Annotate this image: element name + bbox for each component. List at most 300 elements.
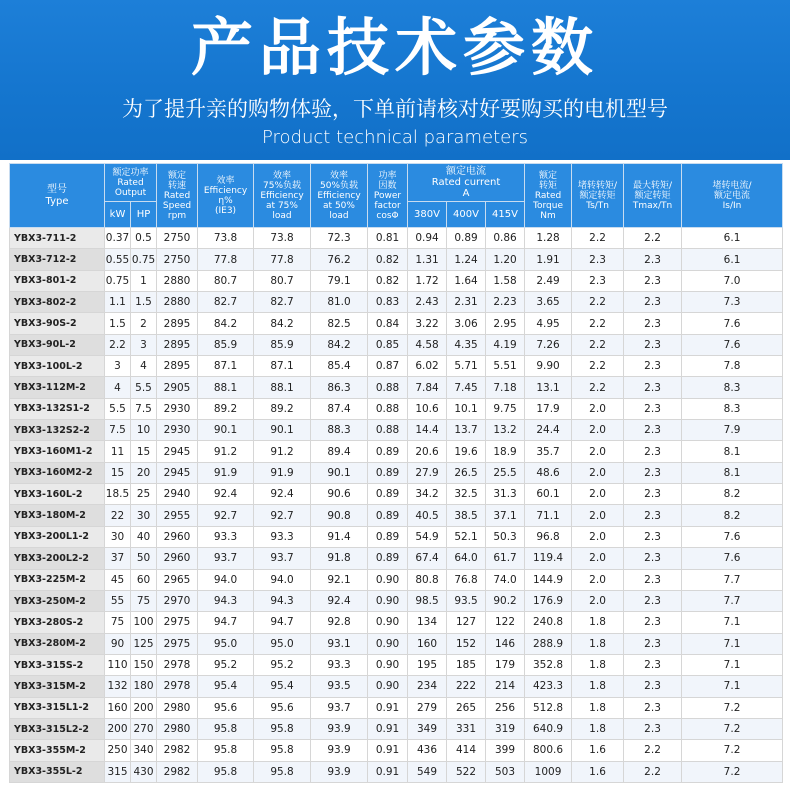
table-row	[10, 548, 783, 569]
table-cell: 93.5	[311, 676, 368, 697]
col-header-415v: 415V	[486, 202, 525, 228]
table-cell: 22	[105, 505, 131, 526]
table-cell: 0.83	[368, 292, 408, 313]
table-cell: 2.3	[624, 654, 682, 675]
table-cell: 2.0	[572, 548, 624, 569]
table-cell: 2.3	[624, 249, 682, 270]
table-cell: 95.8	[198, 761, 254, 782]
table-cell: 87.1	[254, 356, 311, 377]
table-cell: 2750	[157, 249, 198, 270]
model-cell: YBX3-315L2-2	[10, 718, 105, 739]
table-cell: 436	[408, 740, 447, 761]
table-row	[10, 526, 783, 547]
table-cell: 77.8	[254, 249, 311, 270]
table-cell: 2.3	[624, 548, 682, 569]
table-cell: 0.85	[368, 334, 408, 355]
table-cell: 2.0	[572, 441, 624, 462]
table-cell: 91.9	[254, 462, 311, 483]
table-cell: 91.8	[311, 548, 368, 569]
table-cell: 0.91	[368, 697, 408, 718]
table-cell: 7.0	[682, 270, 783, 291]
table-cell: 1.8	[572, 676, 624, 697]
model-cell: YBX3-160M2-2	[10, 462, 105, 483]
table-cell: 92.4	[198, 484, 254, 505]
table-cell: 146	[486, 633, 525, 654]
table-cell: 2982	[157, 761, 198, 782]
table-cell: 75	[105, 612, 131, 633]
table-cell: 288.9	[525, 633, 572, 654]
table-cell: 90.6	[311, 484, 368, 505]
table-cell: 414	[447, 740, 486, 761]
table-cell: 93.7	[254, 548, 311, 569]
table-cell: 2.49	[525, 270, 572, 291]
table-cell: 0.90	[368, 676, 408, 697]
table-cell: 160	[408, 633, 447, 654]
table-cell: 92.4	[254, 484, 311, 505]
table-cell: 5.5	[131, 377, 157, 398]
table-cell: 80.8	[408, 569, 447, 590]
table-cell: 240.8	[525, 612, 572, 633]
col-header-efficiency: 效率 Efficiency η% (IE3)	[198, 164, 254, 228]
table-cell: 2960	[157, 526, 198, 547]
table-cell: 0.89	[368, 484, 408, 505]
table-cell: 4.95	[525, 313, 572, 334]
table-cell: 17.9	[525, 398, 572, 419]
table-cell: 234	[408, 676, 447, 697]
table-cell: 45	[105, 569, 131, 590]
model-cell: YBX3-90S-2	[10, 313, 105, 334]
table-cell: 7.7	[682, 569, 783, 590]
table-cell: 90.1	[198, 420, 254, 441]
table-cell: 2.2	[624, 228, 682, 249]
table-cell: 2955	[157, 505, 198, 526]
table-cell: 93.9	[311, 761, 368, 782]
spec-table	[9, 163, 783, 783]
table-cell: 40.5	[408, 505, 447, 526]
table-cell: 8.1	[682, 441, 783, 462]
table-cell: 3.22	[408, 313, 447, 334]
table-row	[10, 697, 783, 718]
table-cell: 503	[486, 761, 525, 782]
table-cell: 1.72	[408, 270, 447, 291]
table-cell: 18.9	[486, 441, 525, 462]
table-cell: 2980	[157, 718, 198, 739]
table-cell: 1.1	[105, 292, 131, 313]
table-cell: 93.7	[311, 697, 368, 718]
english-title: Product technical parameters	[262, 127, 528, 148]
col-header-efficiency-50: 效率 50%负载 Efficiency at 50% load	[311, 164, 368, 228]
table-cell: 2975	[157, 633, 198, 654]
table-cell: 423.3	[525, 676, 572, 697]
table-cell: 2978	[157, 676, 198, 697]
table-cell: 0.91	[368, 761, 408, 782]
table-cell: 80.7	[198, 270, 254, 291]
table-cell: 2940	[157, 484, 198, 505]
table-cell: 6.1	[682, 228, 783, 249]
table-cell: 2.2	[572, 292, 624, 313]
table-cell: 60	[131, 569, 157, 590]
table-cell: 95.8	[254, 761, 311, 782]
table-cell: 93.9	[311, 740, 368, 761]
model-cell: YBX3-280S-2	[10, 612, 105, 633]
table-cell: 340	[131, 740, 157, 761]
table-cell: 4	[105, 377, 131, 398]
table-cell: 92.1	[311, 569, 368, 590]
table-cell: 214	[486, 676, 525, 697]
table-cell: 0.82	[368, 249, 408, 270]
table-cell: 0.90	[368, 612, 408, 633]
table-cell: 110	[105, 654, 131, 675]
table-cell: 55	[105, 590, 131, 611]
table-cell: 315	[105, 761, 131, 782]
table-cell: 7.2	[682, 740, 783, 761]
table-cell: 91.2	[254, 441, 311, 462]
table-cell: 7.8	[682, 356, 783, 377]
table-cell: 160	[105, 697, 131, 718]
table-cell: 93.7	[198, 548, 254, 569]
table-cell: 180	[131, 676, 157, 697]
table-cell: 91.4	[311, 526, 368, 547]
table-cell: 4.19	[486, 334, 525, 355]
table-cell: 2.0	[572, 505, 624, 526]
table-cell: 95.8	[254, 740, 311, 761]
table-cell: 2.2	[572, 228, 624, 249]
table-cell: 522	[447, 761, 486, 782]
table-cell: 7.1	[682, 633, 783, 654]
table-cell: 200	[131, 697, 157, 718]
table-cell: 319	[486, 718, 525, 739]
table-cell: 90.1	[254, 420, 311, 441]
table-row	[10, 420, 783, 441]
model-cell: YBX3-250M-2	[10, 590, 105, 611]
table-cell: 82.5	[311, 313, 368, 334]
table-cell: 95.6	[254, 697, 311, 718]
col-header-efficiency-75: 效率 75%负载 Efficiency at 75% load	[254, 164, 311, 228]
table-cell: 6.1	[682, 249, 783, 270]
table-cell: 88.1	[254, 377, 311, 398]
model-cell: YBX3-180M-2	[10, 505, 105, 526]
table-cell: 0.89	[368, 441, 408, 462]
table-cell: 80.7	[254, 270, 311, 291]
table-cell: 0.94	[408, 228, 447, 249]
col-header-380v: 380V	[408, 202, 447, 228]
table-cell: 84.2	[198, 313, 254, 334]
table-cell: 122	[486, 612, 525, 633]
table-cell: 2905	[157, 377, 198, 398]
model-cell: YBX3-100L-2	[10, 356, 105, 377]
table-cell: 0.55	[105, 249, 131, 270]
table-cell: 93.3	[254, 526, 311, 547]
table-cell: 1.64	[447, 270, 486, 291]
table-cell: 89.4	[311, 441, 368, 462]
table-cell: 95.0	[198, 633, 254, 654]
col-header-power-factor: 功率 因数 Power factor cosΦ	[368, 164, 408, 228]
table-cell: 0.90	[368, 633, 408, 654]
table-cell: 92.8	[311, 612, 368, 633]
table-cell: 134	[408, 612, 447, 633]
table-cell: 91.9	[198, 462, 254, 483]
table-cell: 1.5	[131, 292, 157, 313]
table-cell: 2.43	[408, 292, 447, 313]
table-cell: 90.8	[311, 505, 368, 526]
table-cell: 72.3	[311, 228, 368, 249]
model-cell: YBX3-315L1-2	[10, 697, 105, 718]
table-cell: 144.9	[525, 569, 572, 590]
table-cell: 87.4	[311, 398, 368, 419]
table-cell: 0.89	[368, 505, 408, 526]
table-cell: 2.0	[572, 462, 624, 483]
table-cell: 2880	[157, 270, 198, 291]
table-cell: 119.4	[525, 548, 572, 569]
table-cell: 27.9	[408, 462, 447, 483]
table-cell: 15	[131, 441, 157, 462]
model-cell: YBX3-315S-2	[10, 654, 105, 675]
table-cell: 2945	[157, 441, 198, 462]
table-cell: 0.88	[368, 398, 408, 419]
table-cell: 2.3	[624, 612, 682, 633]
table-row	[10, 676, 783, 697]
table-cell: 25	[131, 484, 157, 505]
table-row	[10, 718, 783, 739]
table-cell: 94.7	[198, 612, 254, 633]
table-cell: 95.4	[254, 676, 311, 697]
table-cell: 40	[131, 526, 157, 547]
table-cell: 30	[105, 526, 131, 547]
table-row	[10, 569, 783, 590]
table-cell: 95.4	[198, 676, 254, 697]
model-cell: YBX3-160L-2	[10, 484, 105, 505]
table-cell: 2970	[157, 590, 198, 611]
table-cell: 95.2	[198, 654, 254, 675]
table-cell: 30	[131, 505, 157, 526]
table-row	[10, 356, 783, 377]
table-cell: 2.3	[624, 377, 682, 398]
table-cell: 222	[447, 676, 486, 697]
table-cell: 7.84	[408, 377, 447, 398]
table-cell: 13.7	[447, 420, 486, 441]
table-cell: 35.7	[525, 441, 572, 462]
table-cell: 2895	[157, 356, 198, 377]
table-cell: 179	[486, 654, 525, 675]
table-cell: 84.2	[254, 313, 311, 334]
model-cell: YBX3-132S2-2	[10, 420, 105, 441]
table-cell: 8.3	[682, 398, 783, 419]
table-cell: 95.8	[254, 718, 311, 739]
table-cell: 9.75	[486, 398, 525, 419]
table-cell: 34.2	[408, 484, 447, 505]
table-cell: 2.2	[624, 761, 682, 782]
table-cell: 0.5	[131, 228, 157, 249]
table-cell: 73.8	[198, 228, 254, 249]
page-subtitle: 为了提升亲的购物体验，下单前请核对好要购买的电机型号	[122, 97, 668, 121]
table-cell: 20.6	[408, 441, 447, 462]
table-cell: 10	[131, 420, 157, 441]
table-cell: 0.86	[486, 228, 525, 249]
table-cell: 6.02	[408, 356, 447, 377]
table-cell: 2.3	[624, 441, 682, 462]
table-cell: 2.3	[624, 590, 682, 611]
table-cell: 73.8	[254, 228, 311, 249]
table-cell: 87.1	[198, 356, 254, 377]
table-cell: 3	[131, 334, 157, 355]
spec-table-body	[10, 228, 783, 783]
table-cell: 61.7	[486, 548, 525, 569]
table-cell: 352.8	[525, 654, 572, 675]
table-cell: 1.8	[572, 697, 624, 718]
model-cell: YBX3-801-2	[10, 270, 105, 291]
table-cell: 2.0	[572, 420, 624, 441]
table-cell: 2750	[157, 228, 198, 249]
table-cell: 38.5	[447, 505, 486, 526]
table-row	[10, 761, 783, 782]
table-cell: 256	[486, 697, 525, 718]
table-cell: 2.0	[572, 569, 624, 590]
table-cell: 7.1	[682, 676, 783, 697]
table-cell: 270	[131, 718, 157, 739]
table-cell: 94.3	[254, 590, 311, 611]
table-cell: 8.1	[682, 462, 783, 483]
table-cell: 89.2	[254, 398, 311, 419]
table-cell: 93.9	[311, 718, 368, 739]
table-cell: 2982	[157, 740, 198, 761]
table-cell: 2.3	[624, 398, 682, 419]
table-cell: 24.4	[525, 420, 572, 441]
table-cell: 54.9	[408, 526, 447, 547]
table-cell: 0.91	[368, 740, 408, 761]
model-cell: YBX3-200L1-2	[10, 526, 105, 547]
table-cell: 60.1	[525, 484, 572, 505]
table-cell: 5.71	[447, 356, 486, 377]
table-cell: 7.18	[486, 377, 525, 398]
table-cell: 1.91	[525, 249, 572, 270]
table-cell: 1.24	[447, 249, 486, 270]
table-cell: 74.0	[486, 569, 525, 590]
table-cell: 152	[447, 633, 486, 654]
table-cell: 76.2	[311, 249, 368, 270]
table-cell: 2.3	[624, 484, 682, 505]
table-cell: 7.6	[682, 313, 783, 334]
table-cell: 2.3	[624, 505, 682, 526]
table-cell: 7.2	[682, 697, 783, 718]
table-cell: 2.3	[624, 313, 682, 334]
table-cell: 2.2	[624, 740, 682, 761]
table-row	[10, 249, 783, 270]
table-cell: 0.90	[368, 654, 408, 675]
table-cell: 95.8	[198, 740, 254, 761]
table-row	[10, 740, 783, 761]
table-cell: 2.3	[624, 420, 682, 441]
table-cell: 185	[447, 654, 486, 675]
table-cell: 50	[131, 548, 157, 569]
table-cell: 0.90	[368, 590, 408, 611]
table-cell: 2945	[157, 462, 198, 483]
table-cell: 176.9	[525, 590, 572, 611]
table-cell: 2.3	[624, 292, 682, 313]
col-header-current: 额定电流 Rated current A	[408, 164, 525, 202]
table-cell: 1.8	[572, 612, 624, 633]
table-row	[10, 441, 783, 462]
table-cell: 67.4	[408, 548, 447, 569]
model-cell: YBX3-315M-2	[10, 676, 105, 697]
table-cell: 9.90	[525, 356, 572, 377]
spec-table-container	[9, 163, 782, 783]
table-cell: 127	[447, 612, 486, 633]
col-header-power: 额定功率 Rated Output	[105, 164, 157, 202]
table-cell: 150	[131, 654, 157, 675]
table-cell: 2895	[157, 313, 198, 334]
table-cell: 85.4	[311, 356, 368, 377]
model-cell: YBX3-200L2-2	[10, 548, 105, 569]
table-cell: 640.9	[525, 718, 572, 739]
table-row	[10, 377, 783, 398]
table-cell: 93.5	[447, 590, 486, 611]
table-cell: 7.5	[131, 398, 157, 419]
table-cell: 2.3	[624, 526, 682, 547]
header-banner	[0, 0, 790, 160]
table-cell: 2.23	[486, 292, 525, 313]
table-row	[10, 313, 783, 334]
model-cell: YBX3-112M-2	[10, 377, 105, 398]
table-cell: 77.8	[198, 249, 254, 270]
table-cell: 84.2	[311, 334, 368, 355]
table-cell: 88.1	[198, 377, 254, 398]
table-cell: 88.3	[311, 420, 368, 441]
table-cell: 2.2	[572, 334, 624, 355]
table-cell: 2.0	[572, 398, 624, 419]
table-cell: 19.6	[447, 441, 486, 462]
table-cell: 2880	[157, 292, 198, 313]
table-cell: 2.3	[572, 249, 624, 270]
table-cell: 10.1	[447, 398, 486, 419]
table-cell: 2.3	[624, 334, 682, 355]
table-cell: 96.8	[525, 526, 572, 547]
table-cell: 20	[131, 462, 157, 483]
table-cell: 4.58	[408, 334, 447, 355]
table-cell: 7.2	[682, 761, 783, 782]
table-cell: 50.3	[486, 526, 525, 547]
table-cell: 549	[408, 761, 447, 782]
table-cell: 2.3	[624, 718, 682, 739]
table-cell: 64.0	[447, 548, 486, 569]
col-header-model: 型号 Type	[10, 164, 105, 228]
table-cell: 13.1	[525, 377, 572, 398]
table-cell: 2978	[157, 654, 198, 675]
model-cell: YBX3-802-2	[10, 292, 105, 313]
table-cell: 279	[408, 697, 447, 718]
table-cell: 93.3	[198, 526, 254, 547]
table-cell: 79.1	[311, 270, 368, 291]
table-cell: 100	[131, 612, 157, 633]
table-cell: 90.1	[311, 462, 368, 483]
table-cell: 18.5	[105, 484, 131, 505]
table-cell: 52.1	[447, 526, 486, 547]
table-cell: 1.6	[572, 740, 624, 761]
table-cell: 94.7	[254, 612, 311, 633]
table-cell: 0.75	[105, 270, 131, 291]
table-cell: 200	[105, 718, 131, 739]
model-cell: YBX3-160M1-2	[10, 441, 105, 462]
table-cell: 1.5	[105, 313, 131, 334]
model-cell: YBX3-280M-2	[10, 633, 105, 654]
table-cell: 800.6	[525, 740, 572, 761]
table-cell: 0.87	[368, 356, 408, 377]
table-cell: 7.1	[682, 612, 783, 633]
table-row	[10, 462, 783, 483]
table-cell: 94.0	[198, 569, 254, 590]
table-cell: 1.8	[572, 633, 624, 654]
table-cell: 132	[105, 676, 131, 697]
table-cell: 10.6	[408, 398, 447, 419]
